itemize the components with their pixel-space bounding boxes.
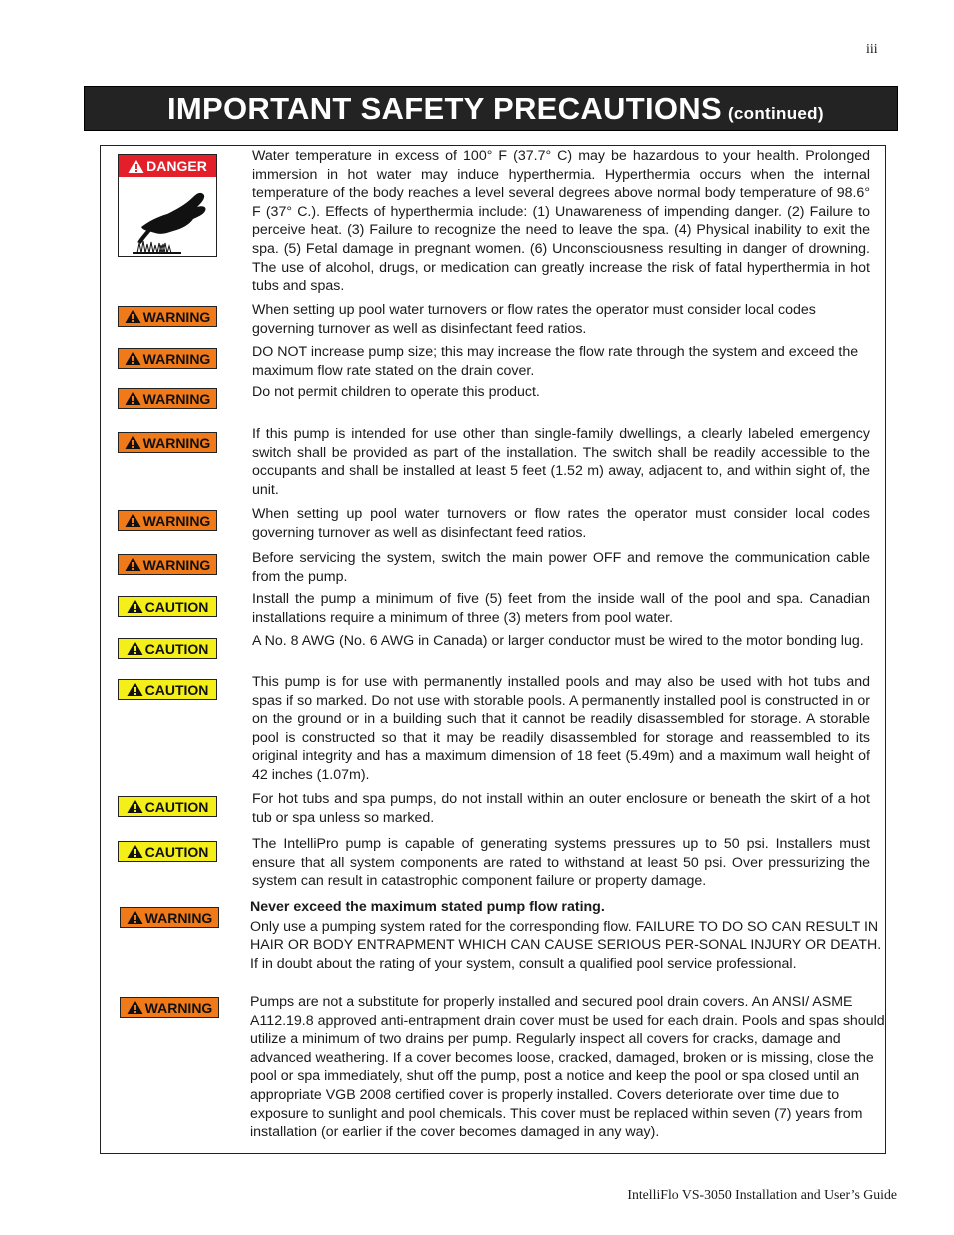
caution-label-text: CAUTION [144,598,209,615]
precaution-text: The IntelliPro pump is capable of generating systems pressures up to 50 psi. Installers must ensure that all system components are rated to withstand at least 50 psi. Over pressurizing the system can result in catastrophic component failure or property damage. [252,836,870,890]
section-title-bar [84,86,898,131]
warning-text-block [250,898,886,973]
alert-triangle-icon [125,557,141,572]
page-title [167,91,824,127]
caution-text-block [252,790,870,827]
danger-label: DANGER [119,155,216,177]
alert-triangle-icon [128,159,144,174]
precaution-text: Before servicing the system, switch the main power OFF and remove the communication cable from the pump. [252,550,870,585]
warning-label [118,554,217,575]
caution-label-text: CAUTION [144,843,209,860]
precaution-text: If this pump is intended for use other than single-family dwellings, a clearly labeled emergency switch shall be provided as part of the installation. The switch shall be readily accessible to the occupants and shall be installed at least 5 feet (1.52 m) away, adjacent to, and within sight of, the unit. [252,426,870,498]
caution-label [118,841,217,862]
alert-triangle-icon [127,682,143,697]
warning-label-text: WARNING [142,390,211,407]
precaution-text: When setting up pool water turnovers or flow rates the operator must consider local codes governing turnover as well as disinfectant feed ratios. [252,506,870,541]
warning-label-text: WARNING [142,308,211,325]
precaution-text: When setting up pool water turnovers or flow rates the operator must consider local codes governing turnover as well as disinfectant feed ratios. [252,302,816,337]
alert-triangle-icon [127,844,143,859]
precaution-text: Do not permit children to operate this product. [252,384,540,400]
warning-label [118,348,217,369]
warning-label-text: WARNING [144,999,213,1016]
warning-label-text: WARNING [142,512,211,529]
precaution-text: A No. 8 AWG (No. 6 AWG in Canada) or larger conductor must be wired to the motor bonding lug. [252,633,864,649]
precaution-text: This pump is for use with permanently installed pools and may also be used with hot tubs and spas if so marked. Do not use with storable pools. A permanently installed pool is constructed in or on the ground or in a building such that it cannot be readily disassembled for storage. A storable pool is constructed so that it may be readily disassembled for storage and reassembled to its original integrity and has a maximum dimension of 18 feet (5.49m) and a maximum wall height of 42 inches (1.07m). [252,674,870,783]
caution-text-block [252,673,870,785]
warning-label [118,432,217,453]
warning-text-block [250,993,886,1142]
precaution-text: Only use a pumping system rated for the corresponding flow. FAILURE TO DO SO CAN RESULT IN HAIR OR BODY ENTRAPMENT WHICH CAN CAUSE SERIOUS PER-SONAL INJURY OR DEATH. If in doubt about the rating of your system, consult a qualified pool service professional. [250,918,882,972]
danger-sign [118,154,217,257]
warning-text-block [252,383,870,402]
alert-triangle-icon [127,799,143,814]
precaution-text: Install the pump a minimum of five (5) feet from the inside wall of the pool and spa. Canadian installations require a minimum of three (3) meters from pool water. [252,591,870,626]
title-continued: (continued) [727,104,824,123]
warning-label-text: WARNING [142,556,211,573]
warning-label [118,510,217,531]
warning-label [118,306,217,327]
alert-triangle-icon [125,435,141,450]
caution-text-block [252,632,870,651]
caution-label-text: CAUTION [144,640,209,657]
precaution-text: DO NOT increase pump size; this may increase the flow rate through the system and exceed the maximum flow rate stated on the drain cover. [252,344,859,379]
title-main: IMPORTANT SAFETY PRECAUTIONS [167,91,722,126]
alert-triangle-icon [125,351,141,366]
warning-label-text: WARNING [142,434,211,451]
alert-triangle-icon [127,599,143,614]
caution-label [118,638,217,659]
warning-heading: Never exceed the maximum stated pump flow rating. [250,899,605,915]
warning-label [120,907,219,928]
page-footer: IntelliFlo VS-3050 Installation and User’s Guide [627,1187,897,1202]
page-number: iii [866,42,878,57]
caution-label [118,679,217,700]
warning-label-text: WARNING [142,350,211,367]
alert-triangle-icon [127,1000,143,1015]
caution-text-block [252,835,870,891]
safety-precautions-box [100,145,886,1154]
warning-label [120,997,219,1018]
caution-label-text: CAUTION [144,681,209,698]
precaution-text: Pumps are not a substitute for properly installed and secured pool drain covers. An ANSI/ ASME A112.19.8 approved anti-entrapment drain cover must be used for each drain. Pools and spas should utilize a minimum of two drains per pump. Regularly inspect all covers for cracks, damage and advanced weathering. If a cover becomes loose, cracked, damaged, broken or is missing, close the pool or spa immediately, shut off the pump, post a notice and keep the pool or spa closed until an appropriate VGB 2008 certified cover is properly installed. Covers deteriorate over time due to exposure to sunlight and pool chemicals. This cover must be replaced within seven (7) years from installation (or earlier if the cover becomes damaged in any way). [250,994,885,1141]
warning-label [118,388,217,409]
alert-triangle-icon [125,513,141,528]
alert-triangle-icon [127,641,143,656]
warning-text-block [252,425,870,499]
warning-text-block [252,343,870,380]
caution-text-block [252,590,870,627]
caution-label [118,796,217,817]
alert-triangle-icon [125,309,141,324]
warning-label-text: WARNING [144,909,213,926]
warning-text-block [252,549,870,586]
hand-over-hot-water-icon [119,177,216,256]
warning-text-block [252,505,870,542]
alert-triangle-icon [127,910,143,925]
warning-text-block [252,301,870,338]
precaution-text: For hot tubs and spa pumps, do not install within an outer enclosure or beneath the skirt of a hot tub or spa unless so marked. [252,791,870,826]
caution-label-text: CAUTION [144,798,209,815]
caution-label [118,596,217,617]
danger-text: Water temperature in excess of 100° F (37.7° C) may be hazardous to your health. Prolonged immersion in hot water may induce hyperthermia. Hyperthermia occurs when the internal temperature of the body reaches a level several degrees above normal body temperature of 98.6° F (37° C.). Effects of hyperthermia include: (1) Unawareness of impending danger. (2) Failure to perceive heat. (3) Failure to recognize the need to leave the spa. (4) Physical inability to exit the spa. (5) Fetal damage in pregnant women. (6) Unconsciousness resulting in danger of drowning. The use of alcohol, drugs, or medication can greatly increase the risk of fatal hyperthermia in hot tubs and spas. [252,148,870,295]
alert-triangle-icon [125,391,141,406]
